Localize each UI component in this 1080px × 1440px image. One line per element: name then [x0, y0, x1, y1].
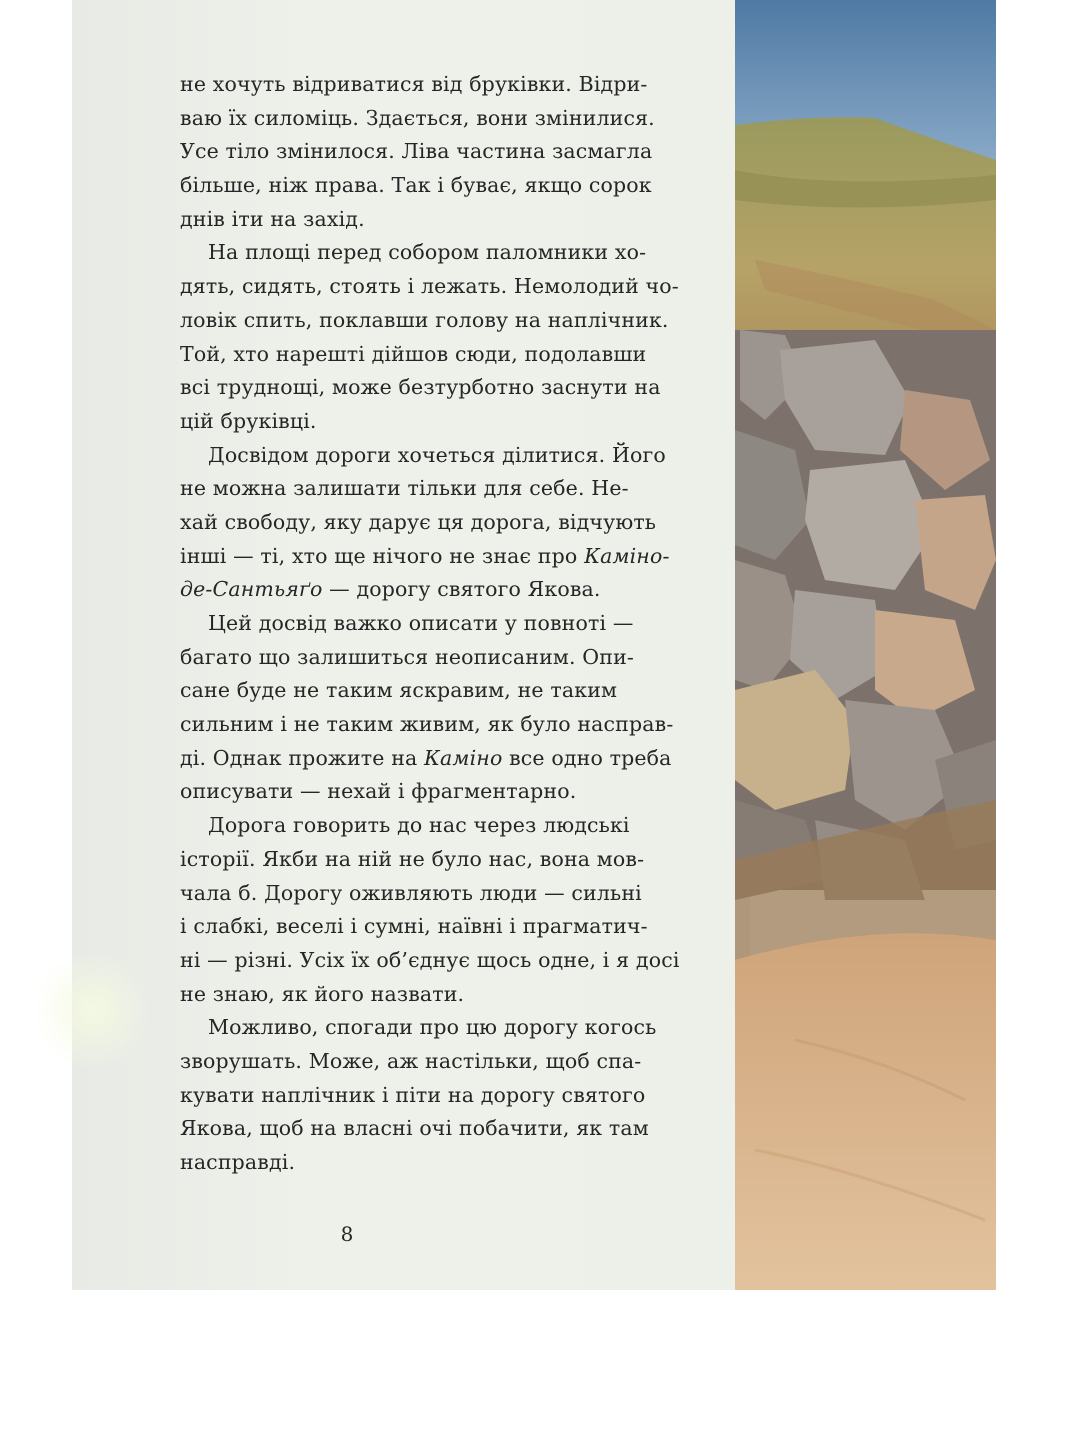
text-line: [180, 1112, 710, 1146]
text-run: інші — ті, хто ще нічого не знає про: [180, 543, 585, 568]
text-run: більше, ніж права. Так і буває, якщо сорок: [180, 173, 652, 198]
text-line: [180, 102, 710, 136]
text-run: ді. Однак прожите на: [180, 745, 425, 770]
text-line: [180, 1079, 710, 1113]
italic-text: Каміно-: [584, 543, 670, 568]
text-run: дять, сидять, стоять і лежать. Немолодий чо-: [180, 274, 679, 299]
text-line: [180, 68, 710, 102]
text-line: [180, 203, 710, 237]
text-run: ваю їх силоміць. Здається, вони змінилися.: [180, 105, 655, 130]
text-run: сане буде не таким яскравим, не таким: [180, 678, 618, 703]
text-run: Досвідом дороги хочеться ділитися. Його: [208, 442, 666, 467]
text-line: [180, 1146, 710, 1180]
text-line: [180, 742, 710, 776]
text-run: і слабкі, веселі і сумні, наївні і прагматич-: [180, 914, 648, 939]
text-line: [180, 641, 710, 675]
text-run: Цей досвід важко описати у повноті —: [208, 611, 634, 635]
text-line: [180, 439, 710, 473]
text-run: всі труднощі, може безтурботно заснути на: [180, 375, 661, 400]
text-run: багато що залишиться неописаним. Опи-: [180, 644, 634, 669]
text-line: [180, 135, 710, 169]
text-line: [180, 775, 710, 809]
text-line: [180, 338, 710, 372]
text-line: [180, 540, 710, 574]
text-run: сильним і не таким живим, як було насправ-: [180, 712, 674, 737]
text-run: все одно треба: [502, 745, 672, 770]
italic-text: де-Сантьяґо: [180, 577, 323, 602]
text-run: насправді.: [180, 1150, 296, 1174]
text-run: кувати наплічник і піти на дорогу святого: [180, 1082, 646, 1107]
text-line: [180, 304, 710, 338]
text-line: [180, 169, 710, 203]
text-line: [180, 708, 710, 742]
text-line: [180, 607, 710, 641]
italic-text: Каміно: [424, 745, 503, 770]
text-run: не хочуть відриватися від бруківки. Відри-: [180, 72, 648, 96]
text-run: зворушать. Може, аж настільки, щоб спа-: [180, 1048, 642, 1073]
text-run: хай свободу, яку дарує ця дорога, відчують: [180, 509, 657, 534]
text-run: Дорога говорить до нас через людські: [208, 813, 630, 838]
text-run: Можливо, спогади про цю дорогу когось: [208, 1015, 657, 1040]
text-line: [180, 1045, 710, 1079]
text-run: описувати — нехай і фрагментарно.: [180, 779, 577, 804]
text-run: Усе тіло змінилося. Ліва частина засмагла: [180, 139, 653, 164]
text-line: [180, 371, 710, 405]
text-run: Той, хто нарешті дійшов сюди, подолавши: [180, 341, 647, 366]
photo-hillside-stones: [735, 0, 996, 1290]
text-run: історії. Якби на ній не було нас, вона мов-: [180, 846, 645, 871]
text-line: [180, 978, 710, 1012]
text-run: цій бруківці.: [180, 408, 317, 433]
text-run: ловік спить, поклавши голову на наплічник.: [180, 307, 669, 332]
text-line: [180, 809, 710, 843]
text-run: ні — різні. Усіх їх об’єднує щось одне, і я досі: [180, 947, 680, 972]
text-run: днів іти на захід.: [180, 206, 365, 231]
text-line: [180, 573, 710, 607]
page-number: 8: [340, 1222, 354, 1246]
light-glare: [32, 950, 152, 1070]
text-line: [180, 877, 710, 911]
text-line: [180, 1011, 710, 1045]
text-line: [180, 674, 710, 708]
text-line: [180, 506, 710, 540]
text-line: [180, 472, 710, 506]
text-run: — дорогу святого Якова.: [322, 577, 601, 602]
text-run: не знаю, як його назвати.: [180, 981, 465, 1006]
text-run: чала б. Дорогу оживляють люди — сильні: [180, 880, 642, 905]
landscape-illustration: [735, 0, 996, 1290]
text-run: Якова, щоб на власні очі побачити, як там: [180, 1116, 649, 1141]
text-line: [180, 236, 710, 270]
book-page: [72, 0, 750, 1290]
text-line: [180, 270, 710, 304]
body-text: [180, 68, 710, 1180]
text-line: [180, 405, 710, 439]
text-run: не можна залишати тільки для себе. Не-: [180, 476, 629, 501]
text-line: [180, 944, 710, 978]
text-line: [180, 910, 710, 944]
text-run: На площі перед собором паломники хо-: [208, 240, 647, 265]
text-line: [180, 843, 710, 877]
